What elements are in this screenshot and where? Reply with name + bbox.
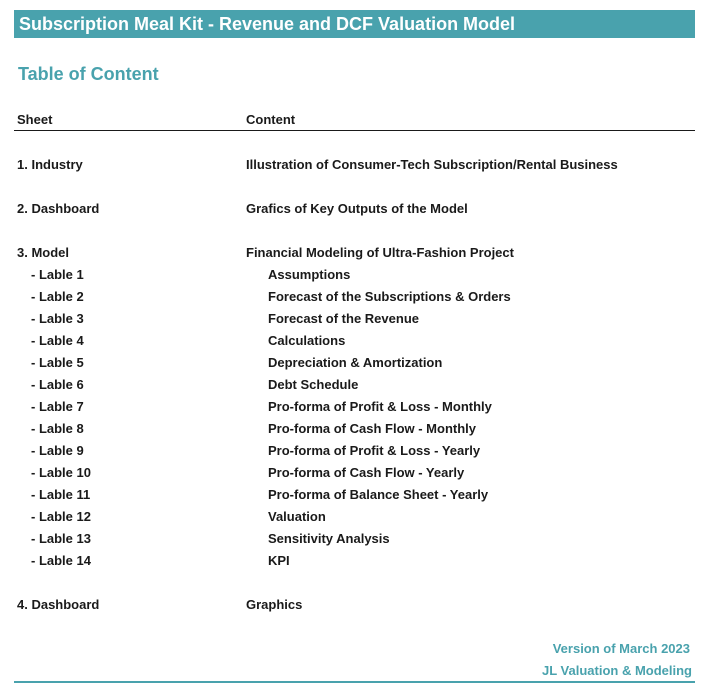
toc-subrow[interactable] (0, 419, 714, 439)
toc-sheet-link[interactable]: - Lable 14 (31, 553, 91, 568)
toc-sheet-link[interactable]: - Lable 2 (31, 289, 84, 304)
toc-content-text: Depreciation & Amortization (268, 355, 443, 370)
toc-sheet-link[interactable]: 3. Model (17, 245, 70, 260)
title-bar (14, 10, 695, 38)
toc-content-text: Pro-forma of Cash Flow - Monthly (268, 421, 476, 436)
footer-version: Version of March 2023 (552, 641, 690, 656)
toc-sheet-link[interactable]: - Lable 12 (31, 509, 91, 524)
column-header-sheet: Sheet (17, 112, 53, 127)
toc-sheet-link[interactable]: 1. Industry (17, 157, 83, 172)
toc-content-text: Pro-forma of Profit & Loss - Monthly (268, 399, 492, 414)
toc-subrow[interactable] (0, 265, 714, 285)
toc-content-text: Pro-forma of Balance Sheet - Yearly (268, 487, 489, 502)
toc-sheet-link[interactable]: - Lable 11 (31, 487, 91, 502)
toc-sheet-link[interactable]: - Lable 10 (31, 465, 91, 480)
toc-subrow[interactable] (0, 507, 714, 527)
toc-subrow[interactable] (0, 397, 714, 417)
toc-subrow[interactable] (0, 441, 714, 461)
footer-company: JL Valuation & Modeling (542, 663, 692, 678)
toc-sheet-link[interactable]: 4. Dashboard (17, 597, 100, 612)
toc-sheet-link[interactable]: - Lable 3 (31, 311, 84, 326)
toc-sheet-link[interactable]: - Lable 4 (31, 333, 84, 348)
toc-content-text: Illustration of Consumer-Tech Subscription/Rental Business (246, 157, 618, 172)
toc-subrow[interactable] (0, 353, 714, 373)
toc-content-text: KPI (268, 553, 290, 568)
toc-subrow[interactable] (0, 287, 714, 307)
toc-heading: Table of Content (18, 64, 159, 84)
footer-divider (14, 681, 695, 683)
toc-subrow[interactable] (0, 485, 714, 505)
toc-content-text: Sensitivity Analysis (268, 531, 390, 546)
toc-subrow[interactable] (0, 375, 714, 395)
toc-content-text: Calculations (268, 333, 346, 348)
toc-row[interactable] (0, 155, 714, 175)
toc-content-text: Pro-forma of Cash Flow - Yearly (268, 465, 465, 480)
header-divider (14, 130, 695, 131)
toc-subrow[interactable] (0, 309, 714, 329)
toc-content-text: Forecast of the Revenue (268, 311, 419, 326)
toc-content-text: Pro-forma of Profit & Loss - Yearly (268, 443, 481, 458)
toc-content-text: Financial Modeling of Ultra-Fashion Project (246, 245, 514, 260)
toc-content-text: Valuation (268, 509, 326, 524)
toc-subrow[interactable] (0, 551, 714, 571)
column-header-content: Content (246, 112, 296, 127)
toc-content-text: Grafics of Key Outputs of the Model (246, 201, 468, 216)
toc-subrow[interactable] (0, 463, 714, 483)
toc-sheet-link[interactable]: 2. Dashboard (17, 201, 100, 216)
toc-row[interactable] (0, 595, 714, 615)
toc-sheet-link[interactable]: - Lable 9 (31, 443, 84, 458)
toc-row[interactable] (0, 199, 714, 219)
toc-sheet-link[interactable]: - Lable 6 (31, 377, 84, 392)
toc-content-text: Debt Schedule (268, 377, 359, 392)
toc-row[interactable] (0, 243, 714, 263)
toc-sheet-link[interactable]: - Lable 7 (31, 399, 84, 414)
toc-subrow[interactable] (0, 331, 714, 351)
toc-content-text: Assumptions (268, 267, 351, 282)
toc-content-text: Forecast of the Subscriptions & Orders (268, 289, 511, 304)
page-title: Subscription Meal Kit - Revenue and DCF Valuation Model (19, 14, 516, 34)
toc-content-text: Graphics (246, 597, 303, 612)
toc-sheet-link[interactable]: - Lable 5 (31, 355, 84, 370)
toc-sheet-link[interactable]: - Lable 8 (31, 421, 84, 436)
toc-sheet-link[interactable]: - Lable 13 (31, 531, 91, 546)
toc-subrow[interactable] (0, 529, 714, 549)
toc-sheet-link[interactable]: - Lable 1 (31, 267, 84, 282)
